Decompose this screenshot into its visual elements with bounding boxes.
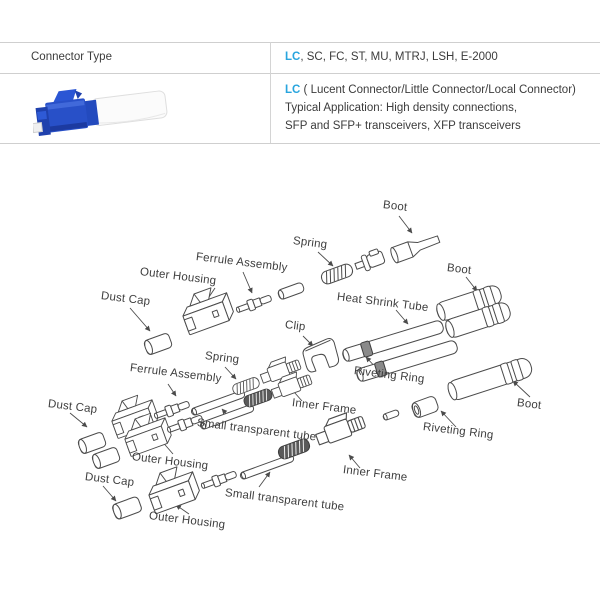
label-small-transparent-tube-1: Small transparent tube [196,417,317,444]
label-outer-housing-1: Outer Housing [139,266,217,288]
label-inner-frame-2: Inner Frame [342,464,409,484]
part-dust-cap-1 [143,333,173,356]
label-dust-cap-1: Dust Cap [100,290,151,308]
label-ferrule-assembly-2: Ferrule Assembly [129,362,223,386]
label-boot-2: Boot [446,262,473,277]
part-dust-cap-3 [111,496,142,520]
label-ferrule-assembly-1: Ferrule Assembly [195,251,289,275]
label-boot-3: Boot [516,397,543,412]
label-dust-cap-2: Dust Cap [47,398,98,416]
lc-description-line3: SFP and SFP+ transceivers, XFP transceivers [285,120,521,132]
label-boot-1: Boot [382,199,409,214]
label-outer-housing-2: Outer Housing [131,451,209,473]
part-tube-1 [277,282,305,300]
label-clip: Clip [284,319,307,334]
lc-description-line2: Typical Application: High density connections, [285,102,518,114]
connector-type-value-rest: , SC, FC, ST, MU, MTRJ, LSH, E-2000 [300,51,498,63]
connector-type-value-accent: LC [285,51,301,63]
label-spring-1: Spring [292,235,328,252]
part-crimp-body-1 [353,248,386,274]
label-spring-2: Spring [204,350,240,367]
part-clip [301,337,340,373]
part-outer-housing-1 [177,283,236,335]
label-inner-frame-1: Inner Frame [291,397,358,417]
label-small-transparent-tube-2: Small transparent tube [224,487,345,514]
lc-description-line1-rest: ( Lucent Connector/Little Connector/Local Connector) [300,84,576,96]
part-boot-3 [446,356,534,403]
part-riveting-ring-2 [411,395,440,419]
part-ferrule-assembly-1 [235,293,273,316]
lc-description-accent: LC [285,84,301,96]
part-ferrule-assembly-2a [153,399,191,422]
part-spring-1 [320,262,355,285]
connector-type-label: Connector Type [31,51,112,63]
label-outer-housing-3: Outer Housing [148,510,226,532]
label-riveting-ring-1: Riveting Ring [353,365,426,386]
label-dust-cap-3: Dust Cap [84,471,135,489]
label-heat-shrink-tube: Heat Shrink Tube [336,291,430,315]
label-riveting-ring-2: Riveting Ring [422,421,495,442]
part-rivet-pin [382,409,399,420]
part-boot-1 [389,232,441,264]
